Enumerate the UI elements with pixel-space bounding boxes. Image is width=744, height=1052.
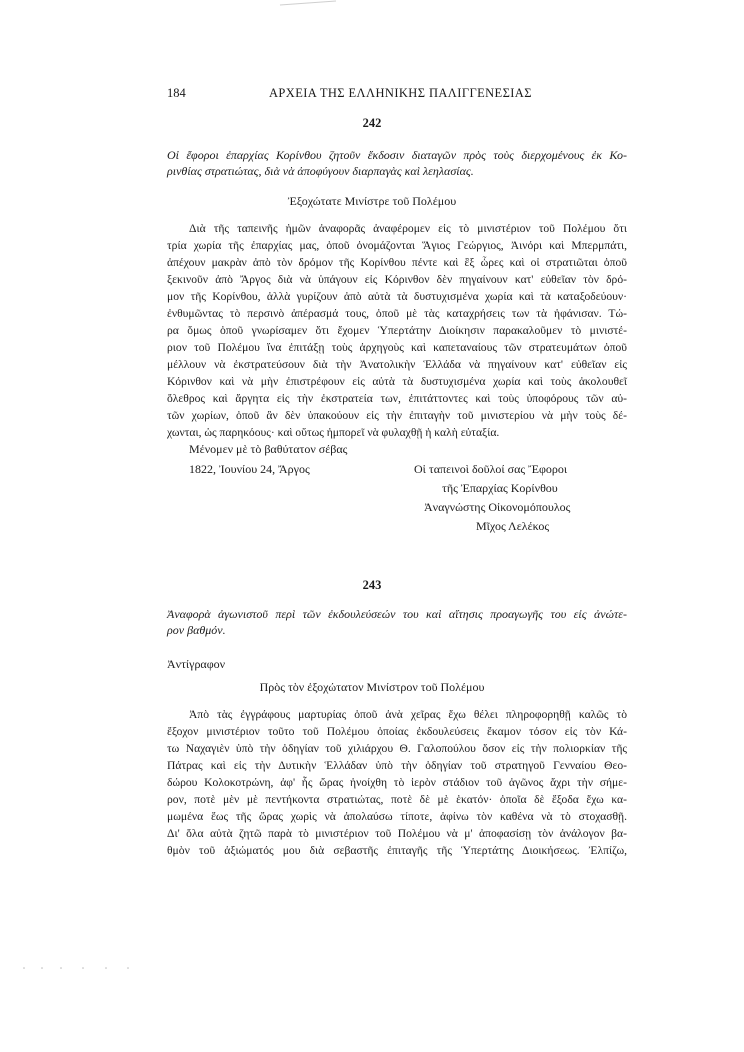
- body-line: τω Ναχαγιὲν ὑπὸ τὴν ὁδηγίαν τοῦ χιλιάρχου Θ. Γαλοπούλου ὅσον εἰς τὴν πολιορκίαν τῆς: [167, 742, 627, 755]
- closing-formula: Μένομεν μὲ τὸ βαθύτατον σέβας: [189, 442, 348, 456]
- body-line: ριον τοῦ Πολέμου ἵνα ἐπιτάξῃ τοὺς ἀρχηγοὺς καὶ καπεταναίους τῶν στρατευμάτων ὁποῦ: [167, 341, 627, 354]
- body-line: μωμένα ἕως τῆς ὥρας χωρὶς νὰ ἀπολαύσω τίποτε, ἀφίνω τὸν καθένα νὰ τὸ στοχασθῇ.: [167, 810, 627, 823]
- scan-mark: [278, 0, 338, 8]
- scan-dust-dots: [20, 966, 140, 970]
- body-line: ὄλεθρος καὶ ἄργητα εἰς τὴν ἐκστρατεία των, ἐπιτάττοντες καὶ τοὺς ὑποφόρους τῶν αὐ-: [167, 392, 627, 405]
- body-line: ἀπέχουν μακρὰν ἀπὸ τὸν δρόμον τῆς Κορίνθου πέντε καὶ ἓξ ὧρες καὶ οἱ στρατιῶται ὁποῦ: [167, 256, 627, 269]
- body-line: χωνται, ὡς παρηκόους· καὶ οὕτως ἠμπορεῖ νὰ φυλαχθῇ ἡ καλὴ εὐταξία.: [167, 426, 500, 439]
- summary-line: ρινθίας στρατιώτας, διὰ νὰ ἀποφύγουν διαρπαγὰς καὶ λεηλασίας.: [167, 164, 474, 178]
- body-line: ξεκινοῦν ἀπὸ Ἄργος διὰ νὰ ὑπάγουν εἰς Κόρινθον δὲν πηγαίνουν κατ' εὐθεῖαν τὸν δρό-: [167, 273, 627, 286]
- addressee: Πρὸς τὸν ἐξοχώτατον Μινίστρον τοῦ Πολέμου: [259, 680, 485, 694]
- body-line: ρα ὅμως ὁποῦ γνωρίσαμεν ὅτι ἔχομεν Ὑπερτάτην Διοίκησιν παρακαλοῦμεν τὸ μινιστέ-: [167, 324, 627, 337]
- body-line: μον τῆς Κορίνθου, ἀλλὰ γυρίζουν ἀπὸ αὐτὰ τὰ δυστυχισμένα χωρία καὶ τὰ καταξοδεύουν·: [167, 290, 627, 303]
- body-line: τρία χωρία τῆς ἐπαρχίας μας, ὁποῦ ὀνομάζονται Ἅγιος Γεώργιος, Ἀινόρι καὶ Μπερμπάτι,: [167, 239, 627, 252]
- body-line: ἐνθυμῶντας τὸ περσινὸ ἀπέρασμά τους, ὁποῦ μὲ τὰς καταχρήσεις των τὰ ἠφάνισαν. Τώ-: [167, 307, 627, 320]
- place-date: 1822, Ἰουνίου 24, Ἄργος: [189, 462, 310, 476]
- summary-line: Ἀναφορὰ ἀγωνιστοῦ περὶ τῶν ἐκδουλεύσεών του καὶ αἴτησις προαγωγῆς του εἰς ἀνώτε-: [167, 607, 627, 621]
- signature-line: Μῖχος Λελέκος: [476, 519, 550, 533]
- signature-line: τῆς Ἐπαρχίας Κορίνθου: [442, 481, 558, 495]
- document-242-summary: [167, 147, 627, 179]
- body-line: θμὸν τοῦ ἀξιώματός μου διὰ σεβαστῆς ἐπιταγῆς τῆς Ὑπερτάτης Διοικήσεως. Ἐλπίζω,: [167, 844, 627, 857]
- signature-line: Οἱ ταπεινοὶ δοῦλοί σας Ἔφοροι: [414, 462, 568, 476]
- body-line: Ἀπὸ τὰς ἐγγράφους μαρτυρίας ὁποῦ ἀνὰ χεῖρας ἔχω θέλει πληροφορηθῇ καλῶς τὸ: [189, 708, 627, 721]
- copy-label: Ἀντίγραφον: [167, 657, 226, 671]
- running-title: ΑΡΧΕΙΑ ΤΗΣ ΕΛΛΗΝΙΚΗΣ ΠΑΛΙΓΓΕΝΕΣΙΑΣ: [269, 86, 532, 100]
- body-line: Κόρινθον καὶ νὰ μὴν ἐπιστρέφουν εἰς αὐτὰ τὰ δυστυχισμένα χωρία καὶ τοὺς ἀκολουθεῖ: [167, 375, 627, 388]
- body-line: Δι' ὅλα αὐτὰ ζητῶ παρὰ τὸ μινιστέριον τοῦ Πολέμου νὰ μ' ἀποφασίσῃ τὸν ἀνάλογον βα-: [167, 827, 627, 840]
- document-number-243: 243: [362, 578, 382, 592]
- salutation: Ἐξοχώτατε Μινίστρε τοῦ Πολέμου: [287, 194, 457, 208]
- body-line: ρον, ποτὲ μὲν μὲ πεντήκοντα στρατιώτας, ποτὲ δὲ μὲ ἑκατόν· ὁποῖα δὲ ἔξοδα ἔχω κα-: [167, 793, 627, 806]
- signature-line: Ἀναγνώστης Οἰκονομόπουλος: [424, 500, 571, 514]
- body-line: δώρου Κολοκοτρώνη, ἀφ' ἧς ὥρας ἠνοίχθη τὸ ἱερὸν στάδιον τοῦ ἀγῶνος ἄχρι τὴν σήμε-: [167, 776, 627, 789]
- document-number-242: 242: [362, 116, 382, 130]
- summary-line: ρον βαθμόν.: [167, 623, 226, 637]
- body-line: Πάτρας καὶ εἰς τὴν Δυτικὴν Ἑλλάδαν ὑπὸ τὴν ὁδηγίαν τοῦ στρατηγοῦ Γενναίου Θεο-: [167, 759, 627, 772]
- document-243-summary: [167, 606, 627, 638]
- body-line: Διὰ τῆς ταπεινῆς ἡμῶν ἀναφορᾶς ἀναφέρομεν εἰς τὸ μινιστέριον τοῦ Πολέμου ὅτι: [189, 222, 627, 235]
- body-line: τῶν χωρίων, ὁποῦ ἂν δὲν ὑπακούουν εἰς τὴν ἐπιταγὴν τοῦ μινιστερίου νὰ μὴν τοὺς δέ-: [167, 409, 627, 422]
- body-line: μέλλουν νὰ ἐκστρατεύσουν διὰ τὴν Ἀνατολικὴν Ἑλλάδα νὰ πηγαίνουν κατ' εὐθεῖαν εἰς: [167, 358, 627, 371]
- body-line: ἔξοχον μινιστέριον τοῦτο τοῦ Πολέμου ὁποίας ἐκδουλεύσεις ἔκαμον τόσον εἰς τὸν Κά-: [167, 725, 627, 738]
- summary-line: Οἱ ἔφοροι ἐπαρχίας Κορίνθου ζητοῦν ἔκδοσιν διαταγῶν πρὸς τοὺς διερχομένους ἐκ Κο-: [167, 148, 627, 162]
- page-header: [167, 86, 590, 104]
- page-number: 184: [167, 86, 186, 100]
